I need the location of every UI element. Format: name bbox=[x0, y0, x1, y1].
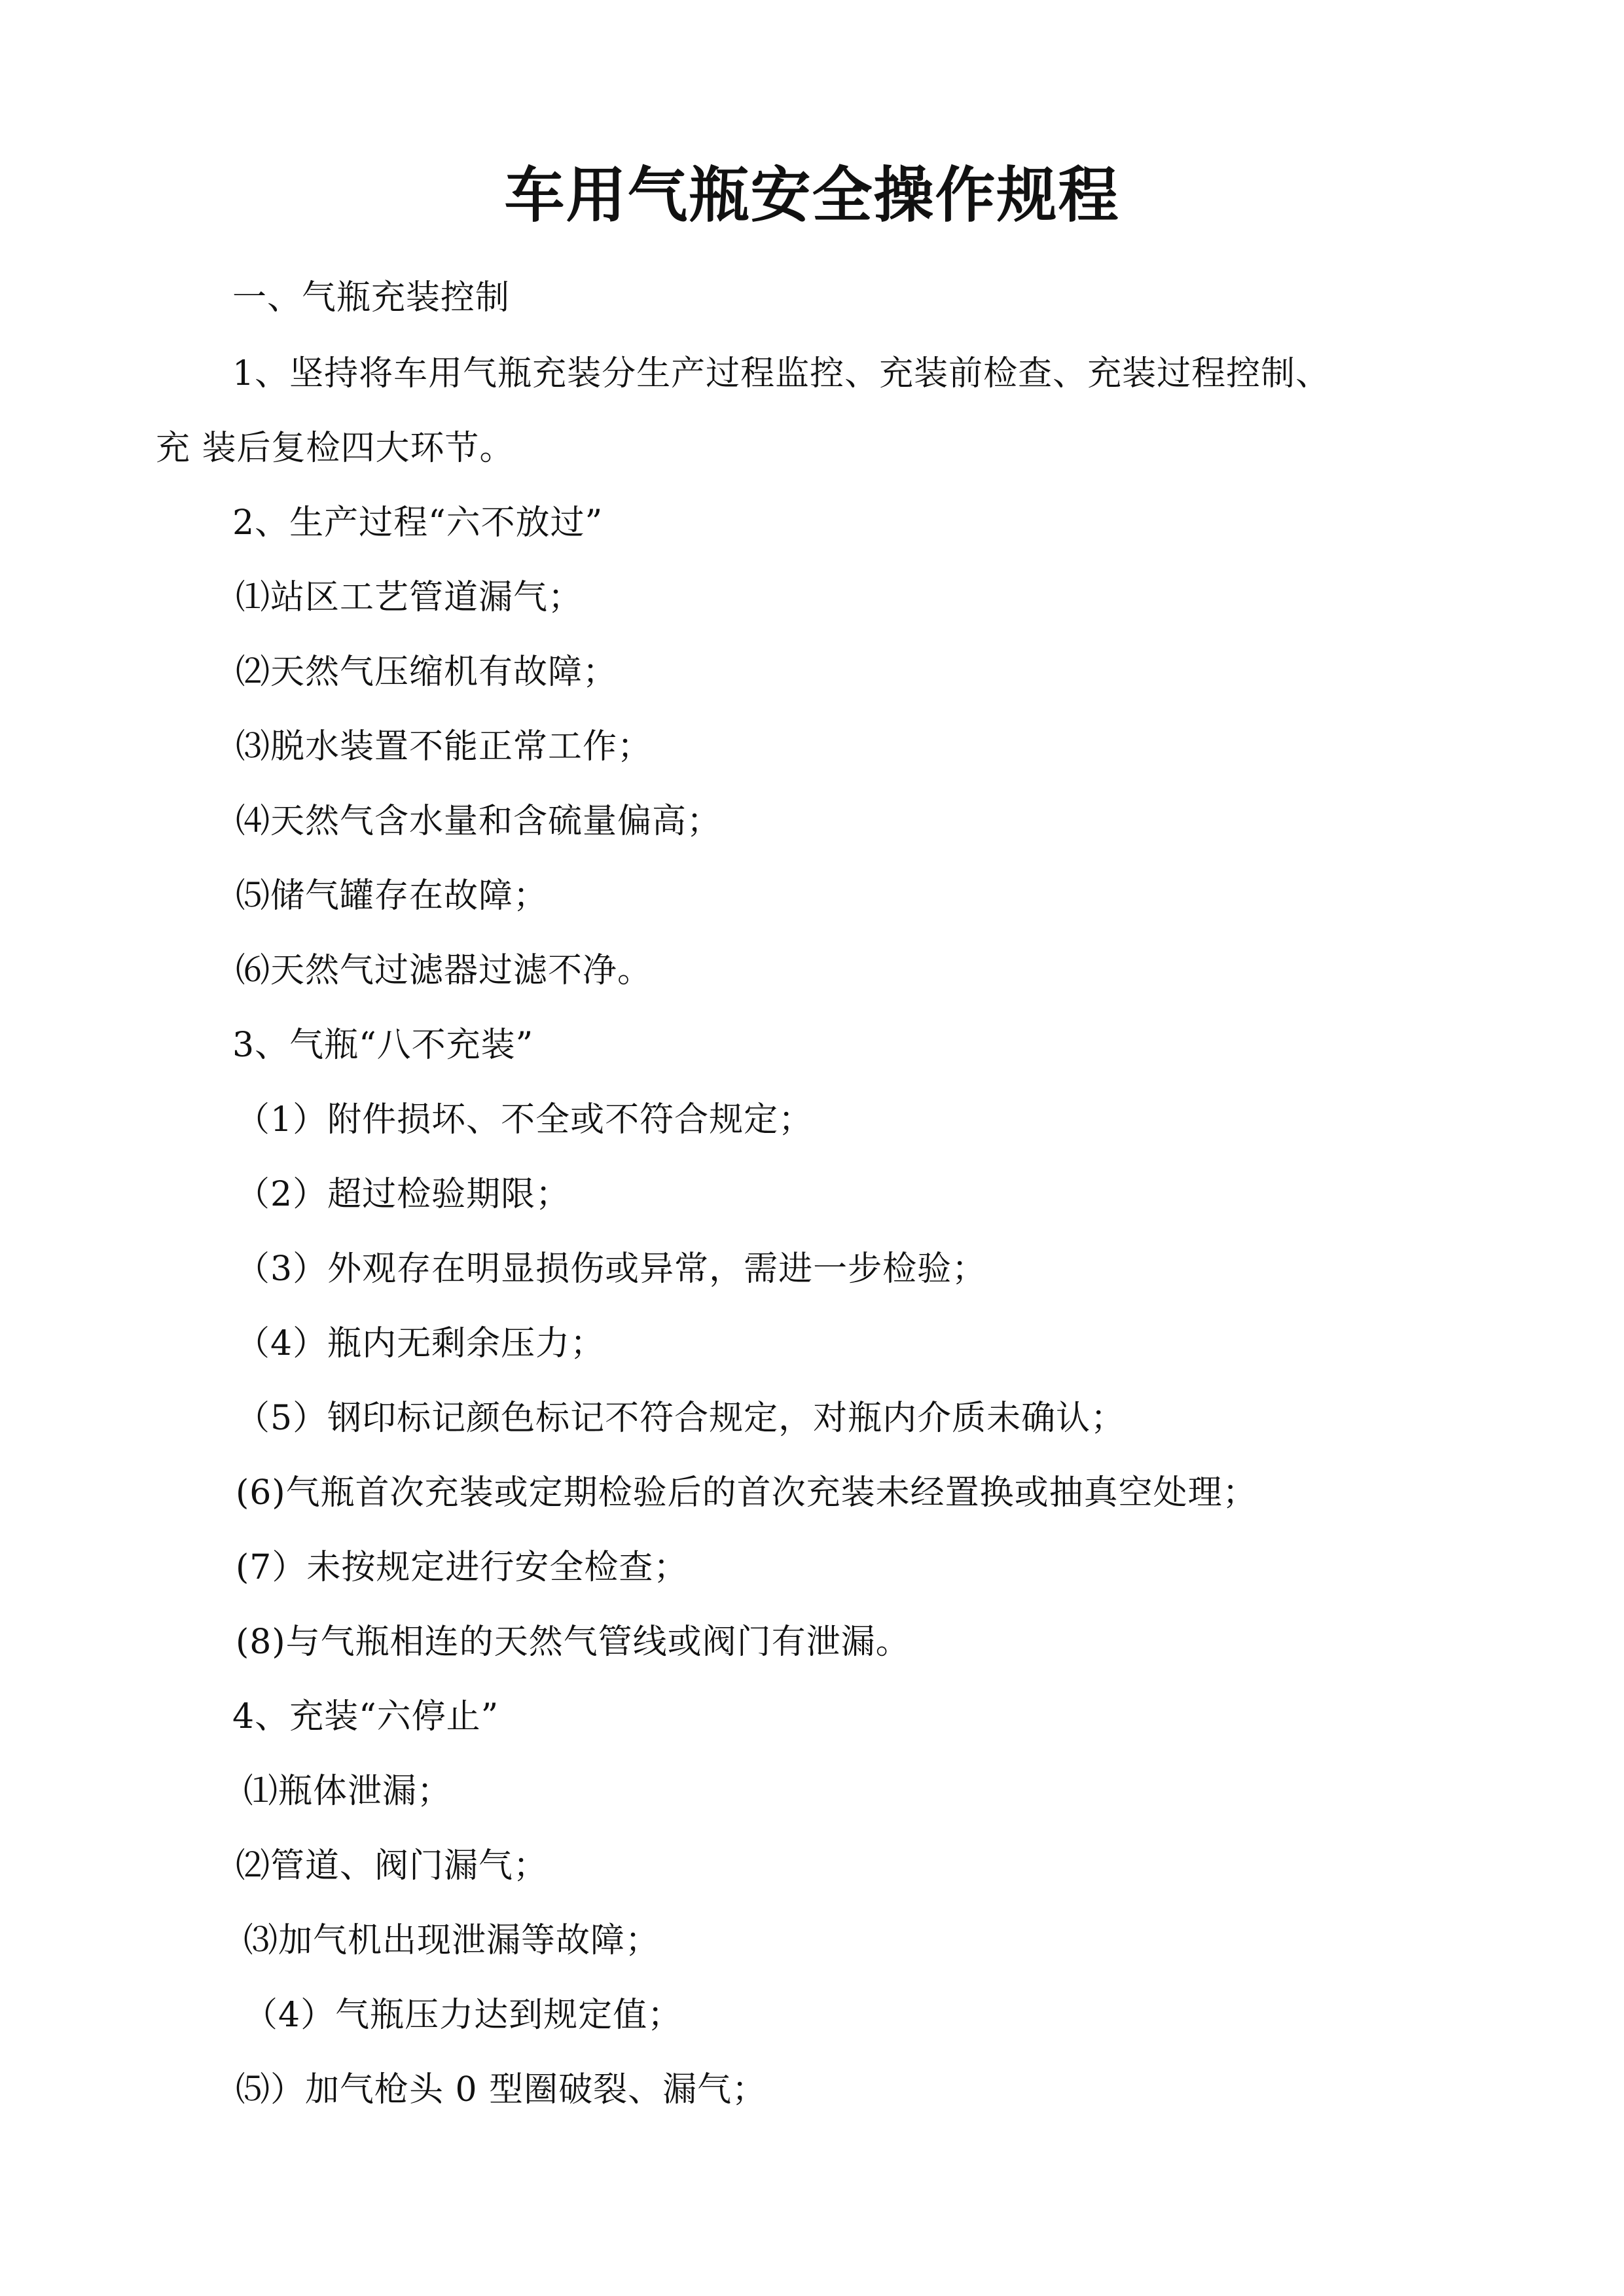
list-item: ⑴瓶体泄漏； bbox=[244, 1772, 452, 1811]
list-item: （4）气瓶压力达到规定值； bbox=[244, 1996, 683, 2035]
list-item: (8)与气瓶相连的天然气管线或阀门有泄漏。 bbox=[236, 1623, 911, 1662]
list-item: ⑵天然气压缩机有故障； bbox=[236, 653, 618, 692]
list-item: ⑵管道、阀门漏气； bbox=[236, 1846, 549, 1886]
list-item: ⑶加气机出现泄漏等故障； bbox=[244, 1921, 660, 1960]
document-title: 车用气瓶安全操作规程 bbox=[504, 160, 1120, 230]
list-item: (6)气瓶首次充装或定期检验后的首次充装未经置换或抽真空处理； bbox=[236, 1473, 1257, 1513]
list-item: ⑹天然气过滤器过滤不净。 bbox=[236, 951, 653, 990]
list-item: ⑴站区工艺管道漏气； bbox=[236, 578, 583, 617]
list-item: （4）瓶内无剩余压力； bbox=[236, 1324, 605, 1363]
subheading-eight-no-filling: 3、气瓶“八不充装” bbox=[232, 1026, 534, 1065]
list-item: ⑸）加气枪头 0 型圈破裂、漏气； bbox=[236, 2070, 767, 2109]
list-item: （5）钢印标记颜色标记不符合规定，对瓶内介质未确认； bbox=[236, 1399, 1126, 1438]
list-item: （2）超过检验期限； bbox=[236, 1175, 571, 1214]
list-item: （1）附件损坏、不全或不符合规定； bbox=[236, 1100, 814, 1139]
paragraph-item-1-continued: 充 装后复检四大环节。 bbox=[156, 429, 514, 468]
section-heading-filling-control: 一、气瓶充装控制 bbox=[232, 278, 511, 317]
list-item: ⑷天然气含水量和含硫量偏高； bbox=[236, 802, 722, 841]
list-item: (7）未按规定进行安全检查； bbox=[236, 1548, 689, 1587]
list-item: ⑶脱水装置不能正常工作； bbox=[236, 727, 653, 766]
subheading-six-not-let-pass: 2、生产过程“六不放过” bbox=[232, 503, 604, 543]
paragraph-item-1: 1、坚持将车用气瓶充装分生产过程监控、充装前检查、充装过程控制、 bbox=[232, 354, 1331, 393]
list-item: （3）外观存在明显损伤或异常，需进一步检验； bbox=[236, 1249, 987, 1289]
list-item: ⑸储气罐存在故障； bbox=[236, 876, 549, 916]
subheading-six-stops: 4、充装“六停止” bbox=[232, 1697, 499, 1736]
